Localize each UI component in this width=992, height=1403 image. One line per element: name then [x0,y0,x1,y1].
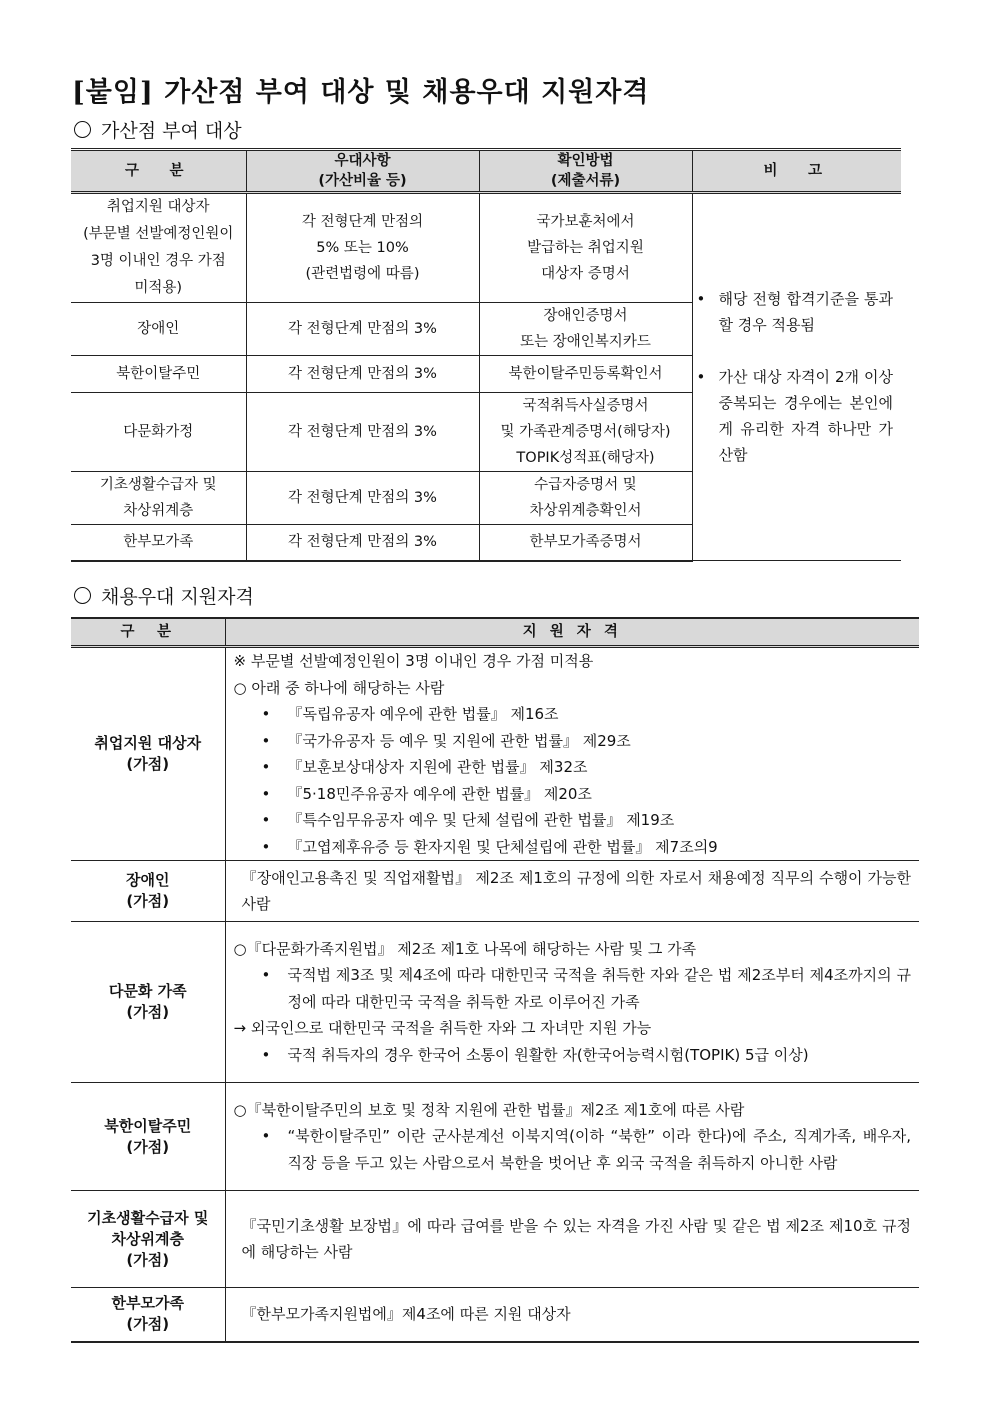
remark-item: • 가산 대상 자격이 2개 이상 중복되는 경우에는 본인에게 유리한 자격 하나만 가산함 [697,364,894,468]
qualification-cell [225,1083,919,1191]
qualification-text: 『장애인고용촉진 및 직업재활법』 제2조 제1호의 규정에 의한 자로서 채용예정 직무의 수행이 가능한 사람 [241,868,911,913]
remark-item: • 해당 전형 합격기준을 통과할 경우 적용됨 [697,286,894,338]
circle-bullet-icon [74,121,91,138]
table-row [71,1191,919,1288]
qualification-text: 『한부모가족지원법에』제4조에 따른 지원 대상자 [241,1305,571,1323]
table-row [71,922,919,1083]
category-cell: 취업지원 대상자 (부문별 선발예정인원이 3명 이내인 경우 가점 미적용) [71,193,246,303]
table-row [71,193,901,303]
proof-cell: 북한이탈주민등록확인서 [479,356,692,393]
proof-cell: 수급자증명서 및 차상위계층확인서 [479,472,692,525]
law-item: • 『보훈보상대상자 지원에 관한 법률』 제32조 [234,754,912,781]
benefit-cell: 각 전형단계 만점의 5% 또는 10% (관련법령에 따름) [246,193,479,303]
circle-bullet-icon [74,587,91,604]
proof-cell: 국적취득사실증명서 및 가족관계증명서(해당자) TOPIK성적표(해당자) [479,393,692,472]
category-cell: 취업지원 대상자 (가점) [71,647,225,861]
qualification-cell [225,647,919,861]
header-benefit: 우대사항 (가산비율 등) [246,150,479,193]
table-row [71,1288,919,1342]
qualification-cell [225,861,919,922]
category-cell: 다문화가정 [71,393,246,472]
law-item: • 『독립유공자 예우에 관한 법률』 제16조 [234,701,912,728]
header-category: 구 분 [71,618,225,647]
section1-heading: 가산점 부여 대상 [74,116,242,143]
qualification-cell [225,922,919,1083]
law-item: • 『5·18민주유공자 예우에 관한 법률』 제20조 [234,781,912,808]
table-row [71,1083,919,1191]
bonus-points-table [71,148,901,562]
header-qualification: 지 원 자 격 [225,618,919,647]
preference-qualification-table [71,617,919,1343]
qualification-cell [225,1191,919,1288]
bullet-item: • “북한이탈주민” 이란 군사분계선 이북지역(이하 “북한” 이라 한다)에 주소, 직계가족, 배우자, 직장 등을 두고 있는 사람으로서 북한을 벗어난 후 외국 국적을 취득하지 아니한 사람 [234,1123,912,1176]
category-cell: 한부모가족 [71,525,246,561]
category-cell: 다문화 가족 (가점) [71,922,225,1083]
law-item: • 『국가유공자 등 예우 및 지원에 관한 법률』 제29조 [234,728,912,755]
category-cell: 한부모가족 (가점) [71,1288,225,1342]
benefit-cell: 각 전형단계 만점의 3% [246,472,479,525]
condition-line: ○『다문화가족지원법』 제2조 제1호 나목에 해당하는 사람 및 그 가족 [233,939,697,958]
category-cell: 북한이탈주민 [71,356,246,393]
remarks-cell [692,193,901,561]
category-cell: 기초생활수급자 및 차상위계층 (가점) [71,1191,225,1288]
law-item: • 『특수임무유공자 예우 및 단체 설립에 관한 법률』 제19조 [234,807,912,834]
proof-cell: 장애인증명서 또는 장애인복지카드 [479,303,692,356]
category-cell: 장애인 (가점) [71,861,225,922]
category-cell: 장애인 [71,303,246,356]
header-remarks: 비 고 [692,150,901,193]
condition-line: ○『북한이탈주민의 보호 및 정착 지원에 관한 법률』제2조 제1호에 따른 사람 [233,1100,745,1119]
qualification-cell [225,1288,919,1342]
condition-line: ○ 아래 중 하나에 해당하는 사람 [233,678,445,697]
header-proof: 확인방법 (제출서류) [479,150,692,193]
table-header-row [71,150,901,193]
benefit-cell: 각 전형단계 만점의 3% [246,356,479,393]
section2-heading: 채용우대 지원자격 [74,582,254,609]
page-title: [붙임] 가산점 부여 대상 및 채용우대 지원자격 [72,77,650,108]
bullet-item: • 국적 취득자의 경우 한국어 소통이 원활한 자(한국어능력시험(TOPIK) 5급 이상) [234,1042,912,1069]
bullet-item: • 국적법 제3조 및 제4조에 따라 대한민국 국적을 취득한 자와 같은 법 제2조부터 제4조까지의 규정에 따라 대한민국 국적을 취득한 자로 이루어진 가족 [234,962,912,1015]
benefit-cell: 각 전형단계 만점의 3% [246,525,479,561]
category-cell: 기초생활수급자 및 차상위계층 [71,472,246,525]
header-category: 구 분 [71,150,246,193]
qualification-text: 『국민기초생활 보장법』에 따라 급여를 받을 수 있는 자격을 가진 사람 및 같은 법 제2조 제10호 규정에 해당하는 사람 [241,1216,911,1261]
table-row [71,861,919,922]
proof-cell: 국가보훈처에서 발급하는 취업지원 대상자 증명서 [479,193,692,303]
law-item: • 『고엽제후유증 등 환자지원 및 단체설립에 관한 법률』 제7조의9 [234,834,912,861]
benefit-cell: 각 전형단계 만점의 3% [246,303,479,356]
table-header-row [71,618,919,647]
arrow-line: → 외국인으로 대한민국 국적을 취득한 자와 그 자녀만 지원 가능 [233,1019,652,1038]
category-cell: 북한이탈주민 (가점) [71,1083,225,1191]
note-line: ※ 부문별 선발예정인원이 3명 이내인 경우 가점 미적용 [233,652,594,670]
table-row [71,647,919,861]
benefit-cell: 각 전형단계 만점의 3% [246,393,479,472]
proof-cell: 한부모가족증명서 [479,525,692,561]
